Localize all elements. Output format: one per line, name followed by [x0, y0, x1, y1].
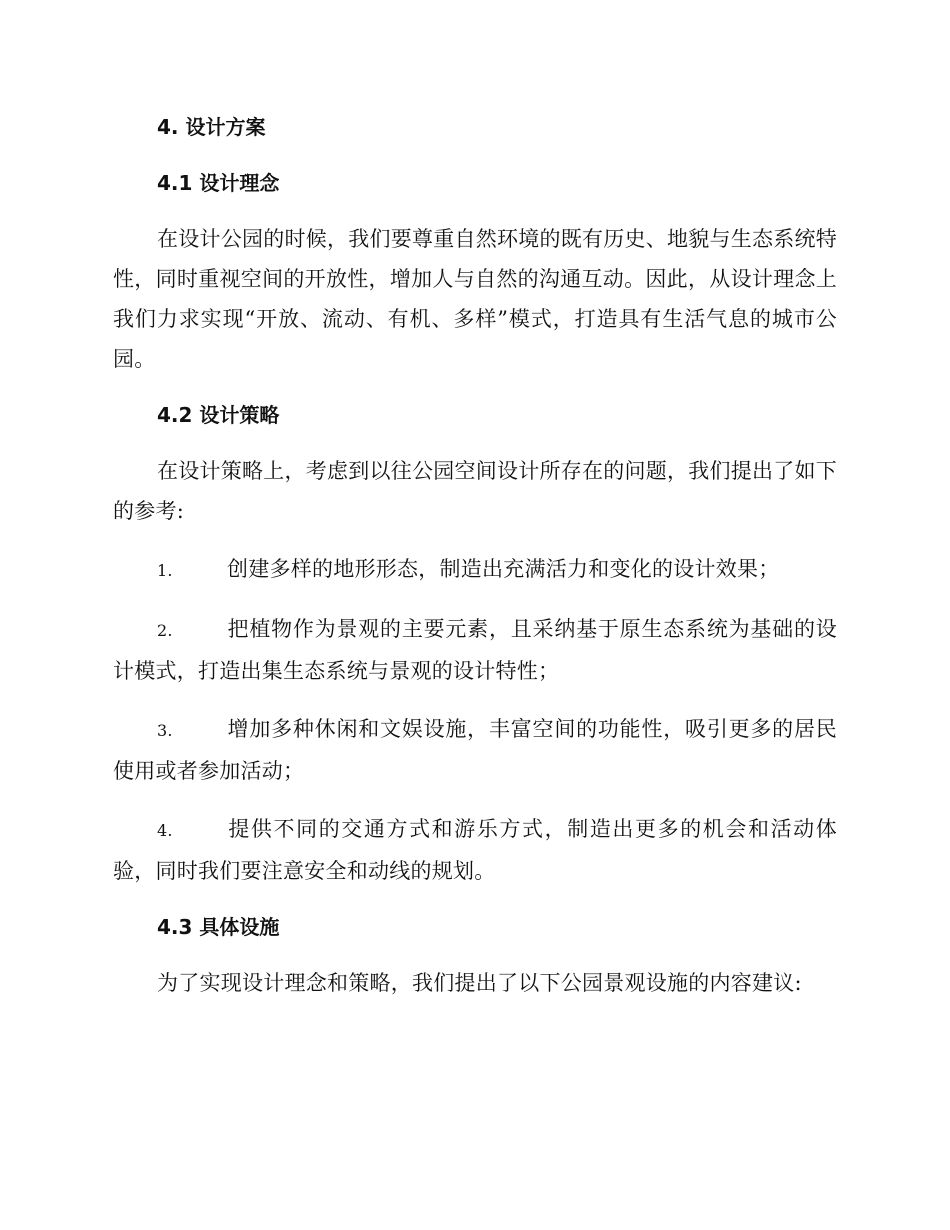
subsection-title-4-1: 4.1 设计理念 — [157, 171, 280, 195]
document-body — [113, 109, 837, 1021]
list-item-text: 把植物作为景观的主要元素，且采纳基于原生态系统为基础的设计模式，打造出集生态系统与景观的设计特性； — [113, 617, 837, 683]
list-item-text: 提供不同的交通方式和游乐方式，制造出更多的机会和活动体验，同时我们要注意安全和动线的规划。 — [113, 817, 837, 883]
list-item — [113, 709, 837, 791]
list-item-number: 3. — [157, 721, 173, 740]
list-item-text: 创建多样的地形形态，制造出充满活力和变化的设计效果； — [227, 557, 780, 581]
subsection-title-4-3: 4.3 具体设施 — [157, 915, 280, 939]
section-title: 4. 设计方案 — [157, 115, 266, 139]
paragraph-design-strategy: 在设计策略上，考虑到以往公园空间设计所存在的问题，我们提出了如下的参考: — [113, 459, 837, 523]
list-item-number: 1. — [157, 561, 173, 580]
subsection-title-4-2: 4.2 设计策略 — [157, 403, 280, 427]
paragraph-facilities: 为了实现设计理念和策略，我们提出了以下公园景观设施的内容建议: — [157, 971, 802, 995]
list-item-number: 4. — [157, 821, 173, 840]
list-item-text: 增加多种休闲和文娱设施，丰富空间的功能性，吸引更多的居民使用或者参加活动； — [113, 717, 837, 783]
list-item-number: 2. — [157, 621, 173, 640]
list-item — [113, 809, 837, 891]
list-item — [113, 549, 837, 591]
paragraph-design-concept: 在设计公园的时候，我们要尊重自然环境的既有历史、地貌与生态系统特性，同时重视空间的开放性，增加人与自然的沟通互动。因此，从设计理念上我们力求实现“开放、流动、有机、多样”模式，打造具有生活气息的城市公园。 — [113, 227, 837, 371]
list-item — [113, 609, 837, 691]
